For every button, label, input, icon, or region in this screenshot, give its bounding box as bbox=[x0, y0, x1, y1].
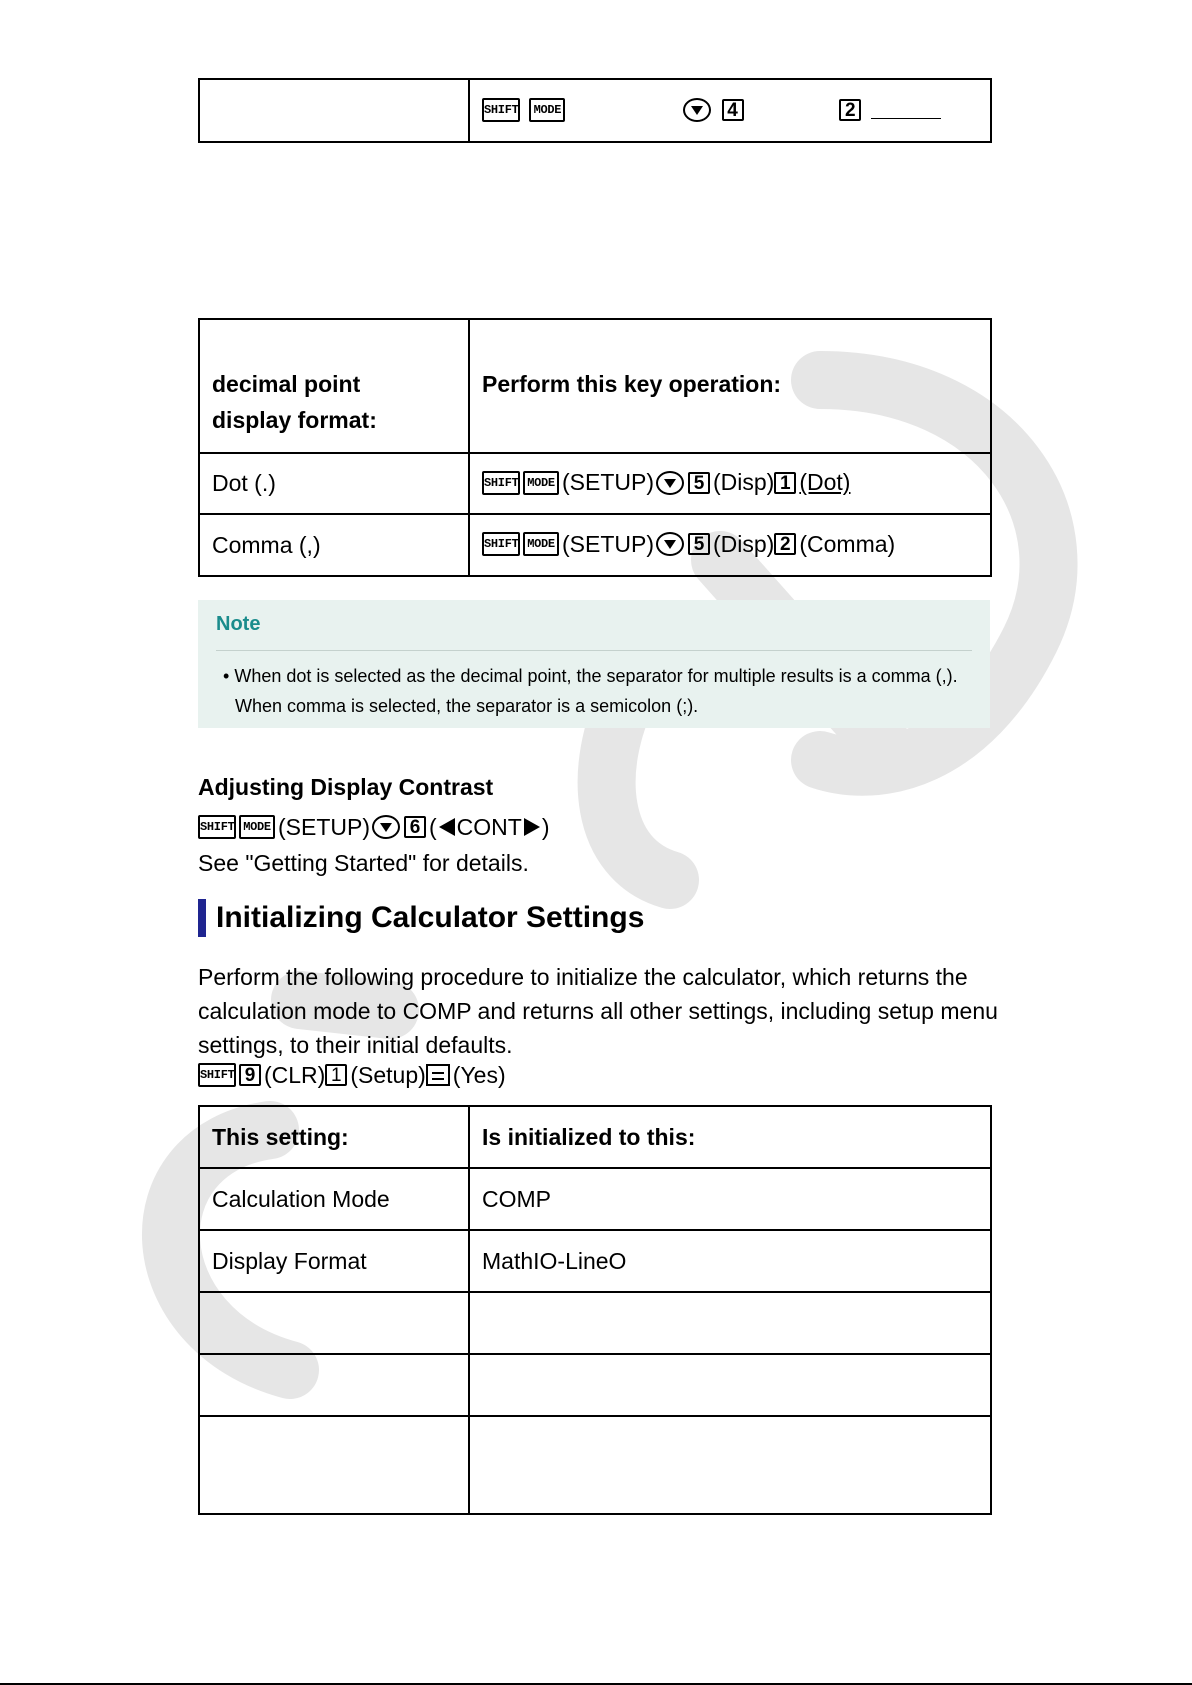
shift-key-icon: SHIFT bbox=[482, 532, 520, 556]
number-key-icon: 2 bbox=[774, 533, 796, 555]
table-cell: COMP bbox=[469, 1168, 991, 1230]
down-arrow-key-icon bbox=[683, 98, 711, 122]
note-title: Note bbox=[216, 613, 261, 635]
top-table-keys bbox=[469, 79, 991, 142]
contrast-key-sequence: SHIFT MODE (SETUP) 6 ( CONT ) bbox=[200, 814, 550, 840]
table-cell bbox=[469, 1354, 991, 1416]
table-header-row bbox=[199, 319, 991, 453]
number-key-icon: 1 bbox=[774, 472, 796, 494]
down-arrow-key-icon bbox=[372, 815, 400, 839]
table-row bbox=[199, 1230, 991, 1292]
down-arrow-key-icon bbox=[656, 532, 684, 556]
number-key-icon: 1 bbox=[325, 1064, 347, 1086]
table-header-cell: This setting: bbox=[199, 1106, 469, 1168]
shift-key-icon: SHIFT bbox=[482, 471, 520, 495]
top-table bbox=[198, 78, 992, 143]
table-row bbox=[199, 1168, 991, 1230]
table-cell bbox=[199, 1354, 469, 1416]
contrast-see-details: See "Getting Started" for details. bbox=[198, 850, 529, 876]
table-row bbox=[199, 79, 991, 142]
settings-table bbox=[198, 1105, 992, 1515]
table-header-cell: Is initialized to this: bbox=[469, 1106, 991, 1168]
table-row bbox=[199, 453, 991, 514]
table-header-row bbox=[199, 1106, 991, 1168]
number-key-icon: 4 bbox=[722, 99, 744, 121]
number-key-icon: 5 bbox=[688, 533, 710, 555]
mode-key-icon: MODE bbox=[523, 532, 559, 556]
init-paragraph: Perform the following procedure to initialize the calculator, which returns the calculation mode to COMP and returns all other settings, including setup menu settings, to their initial defaults. bbox=[198, 964, 998, 1058]
note-divider bbox=[216, 650, 972, 651]
table-cell-keys: SHIFT MODE (SETUP) 5 (Disp) 2 (Comma) bbox=[469, 514, 991, 576]
number-key-icon: 6 bbox=[404, 816, 426, 838]
table-row bbox=[199, 1292, 991, 1354]
table-row bbox=[199, 1416, 991, 1514]
number-key-icon: 5 bbox=[688, 472, 710, 494]
table-cell: Calculation Mode bbox=[199, 1168, 469, 1230]
number-key-icon: 2 bbox=[839, 99, 861, 121]
note-box bbox=[198, 600, 990, 728]
decimal-format-table bbox=[198, 318, 992, 577]
down-arrow-key-icon bbox=[656, 471, 684, 495]
right-arrow-icon bbox=[524, 818, 540, 836]
table-header-cell: Perform this key operation: bbox=[469, 319, 991, 453]
table-cell bbox=[469, 1292, 991, 1354]
table-cell-label: Comma (,) bbox=[199, 514, 469, 576]
table-row bbox=[199, 1354, 991, 1416]
contrast-heading: Adjusting Display Contrast bbox=[198, 774, 494, 800]
note-text: • When dot is selected as the decimal point, the separator for multiple results is a comma (,). When comma is selected, the separator is a semicolon (;). bbox=[223, 666, 958, 716]
equals-key-icon bbox=[426, 1064, 450, 1086]
table-row bbox=[199, 514, 991, 576]
number-key-icon: 9 bbox=[239, 1064, 261, 1086]
table-cell: MathIO-LineO bbox=[469, 1230, 991, 1292]
table-cell-label: Dot (.) bbox=[199, 453, 469, 514]
table-cell bbox=[199, 1292, 469, 1354]
shift-key-icon: SHIFT bbox=[482, 98, 520, 122]
table-cell: Display Format bbox=[199, 1230, 469, 1292]
shift-key-icon: SHIFT bbox=[198, 815, 236, 839]
shift-key-icon: SHIFT bbox=[198, 1063, 236, 1087]
left-arrow-icon bbox=[439, 818, 455, 836]
init-heading: Initializing Calculator Settings bbox=[198, 899, 644, 937]
init-key-sequence: SHIFT 9 (CLR) 1 (Setup) (Yes) bbox=[200, 1062, 506, 1088]
table-cell bbox=[199, 1416, 469, 1514]
top-table-label bbox=[199, 79, 469, 142]
table-cell-keys: SHIFT MODE (SETUP) 5 (Disp) 1 (Dot) bbox=[469, 453, 991, 514]
table-cell bbox=[469, 1416, 991, 1514]
mode-key-icon: MODE bbox=[529, 98, 565, 122]
mode-key-icon: MODE bbox=[523, 471, 559, 495]
mode-key-icon: MODE bbox=[239, 815, 275, 839]
table-header-cell: decimal point display format: bbox=[199, 319, 469, 453]
